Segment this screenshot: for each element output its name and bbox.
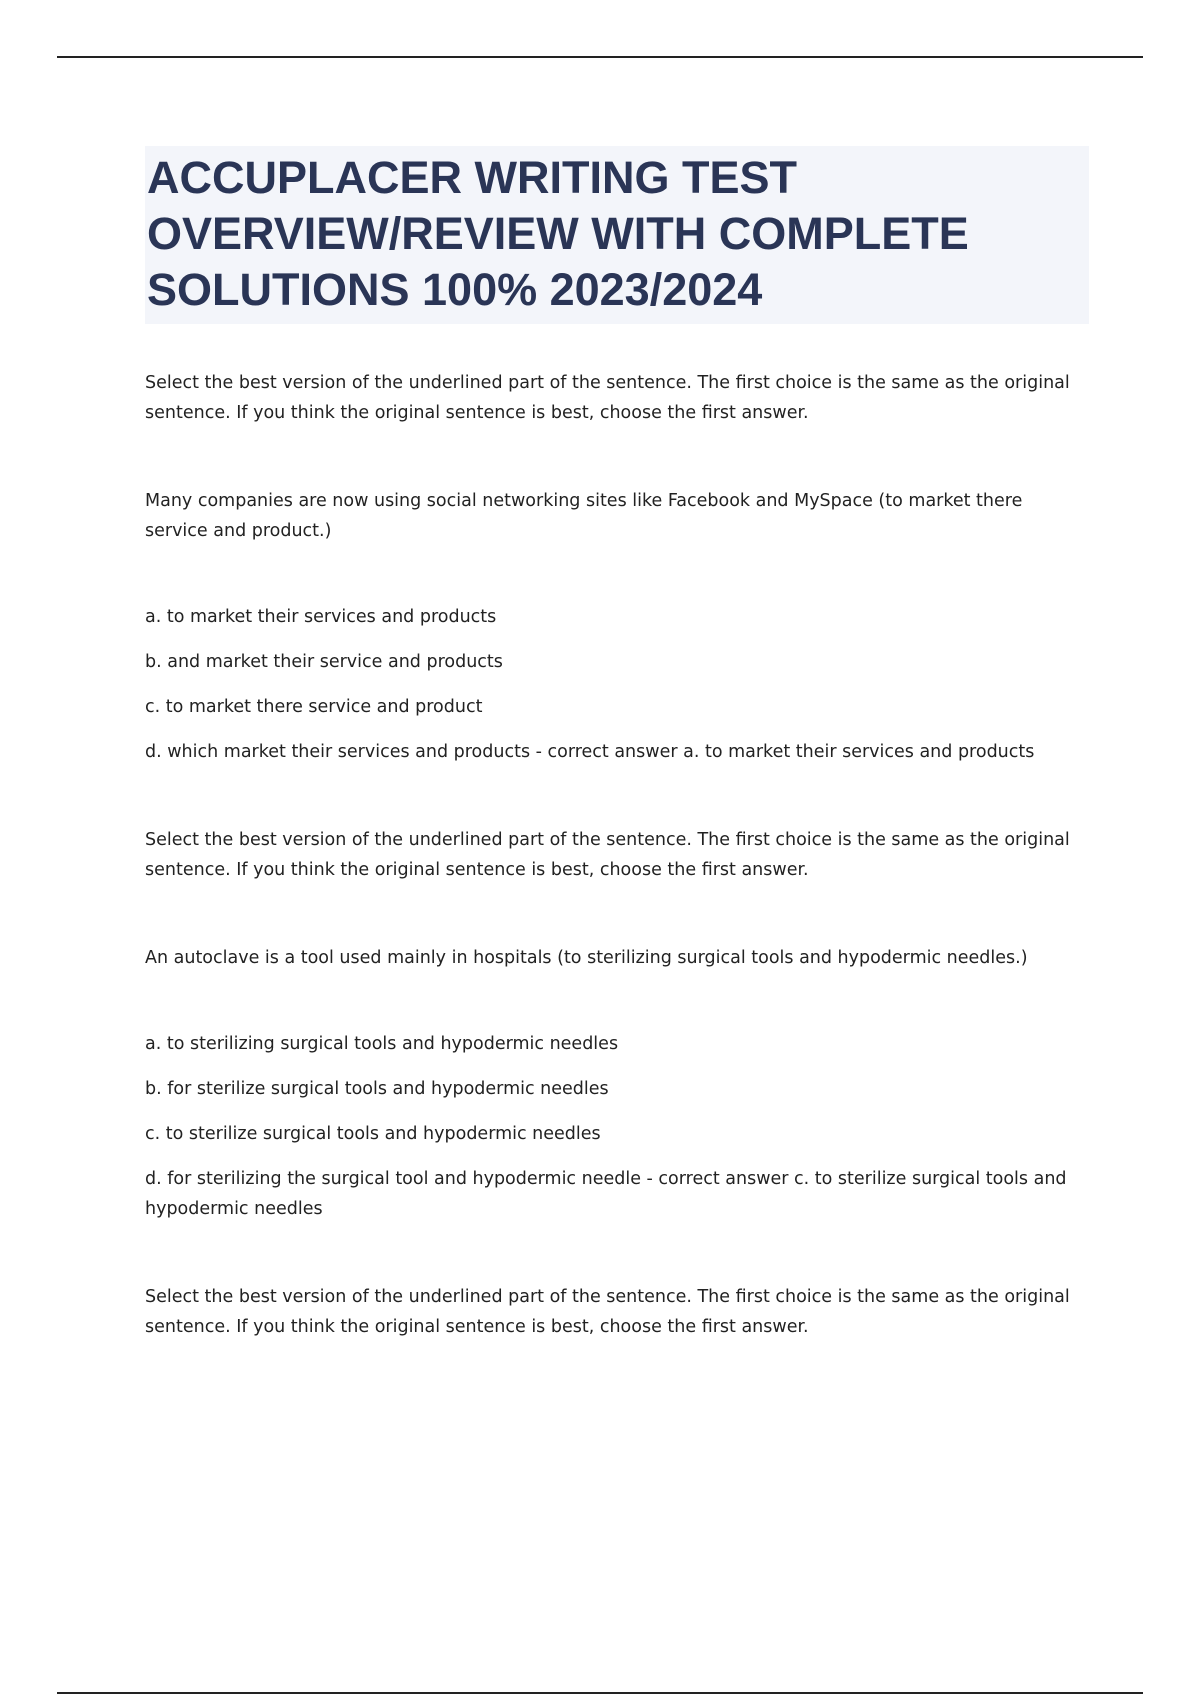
question-text: Many companies are now using social networking sites like Facebook and MySpace (to market there service and product.) [145, 491, 1023, 541]
answer-option-a: a. to sterilizing surgical tools and hypodermic needles [145, 1034, 619, 1054]
title-banner [145, 146, 1089, 324]
bottom-rule [57, 1692, 1143, 1694]
top-rule [57, 56, 1143, 58]
instruction-text: Select the best version of the underlined part of the sentence. The first choice is the same as the original sentence. If you think the original sentence is best, choose the first answer. [145, 1287, 1070, 1337]
answer-option-d: d. for sterilizing the surgical tool and hypodermic needle - correct answer c. to sterilize surgical tools and hypodermic needles [145, 1169, 1067, 1219]
instruction-text: Select the best version of the underlined part of the sentence. The first choice is the same as the original sentence. If you think the original sentence is best, choose the first answer. [145, 830, 1070, 880]
answer-option-c: c. to sterilize surgical tools and hypodermic needles [145, 1124, 601, 1144]
instruction-text: Select the best version of the underlined part of the sentence. The first choice is the same as the original sentence. If you think the original sentence is best, choose the first answer. [145, 373, 1070, 423]
answer-option-a: a. to market their services and products [145, 607, 497, 627]
page-content [145, 146, 1089, 1400]
document-title: ACCUPLACER WRITING TEST OVERVIEW/REVIEW WITH COMPLETE SOLUTIONS 100% 2023/2024 [147, 152, 969, 315]
answer-option-b: b. for sterilize surgical tools and hypodermic needles [145, 1079, 609, 1099]
answer-option-c: c. to market there service and product [145, 697, 483, 717]
answer-option-d: d. which market their services and products - correct answer a. to market their services and products [145, 742, 1035, 762]
answer-option-b: b. and market their service and products [145, 652, 503, 672]
question-text: An autoclave is a tool used mainly in hospitals (to sterilizing surgical tools and hypodermic needles.) [145, 948, 1028, 968]
